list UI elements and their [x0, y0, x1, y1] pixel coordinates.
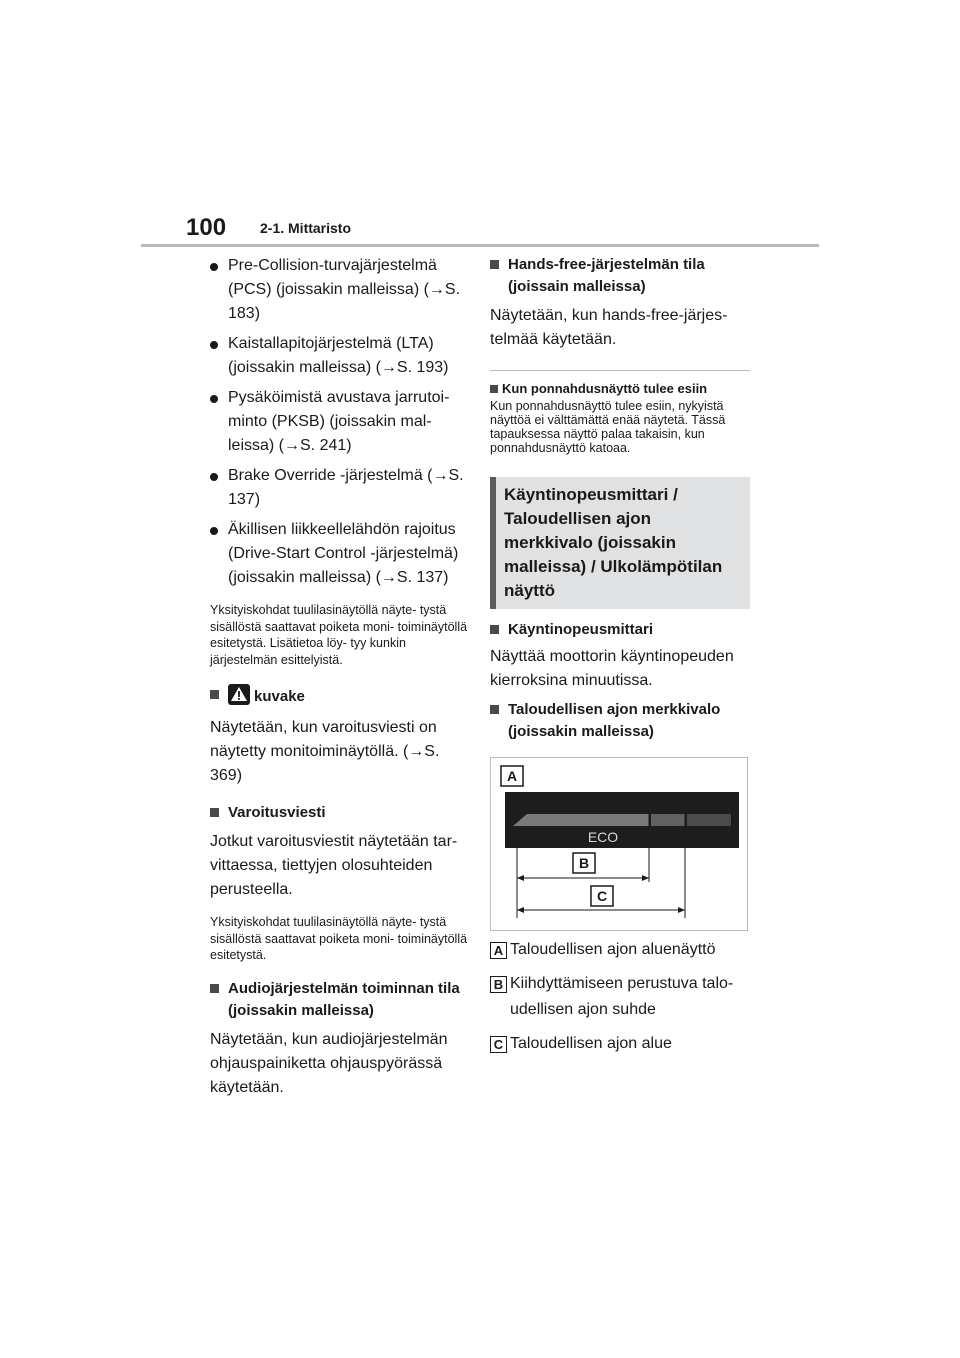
legend-item: B Kiihdyttämiseen perustuva talo- udellisen ajon suhde [490, 971, 750, 1023]
bullet-dot-icon [210, 341, 218, 349]
label-b: B [578, 855, 590, 871]
eco-bar-fill [513, 814, 649, 826]
legend-item: A Taloudellisen ajon aluenäyttö [490, 937, 750, 963]
left-column [210, 254, 470, 1100]
square-bullet-icon [210, 690, 219, 699]
tacho-text: Näyttää moottorin käyntinopeuden kierroksina minuutissa. [490, 648, 734, 689]
section-title: 2-1. Mittaristo [260, 220, 352, 236]
warning-heading: Varoitusviesti [210, 802, 470, 824]
section-title-box: Käyntinopeusmittari / Taloudellisen ajon merkkivalo (joissakin malleissa) / Ulkolämpötilan näyttö [490, 477, 750, 609]
bullet-dot-icon [210, 263, 218, 271]
handsfree-text: Näytetään, kun hands-free-järjes- telmää käytetään. [490, 307, 728, 348]
tacho-heading: Käyntinopeusmittari [490, 619, 750, 641]
note-text: Yksityiskohdat tuulilasinäytöllä näyte- tystä sisällöstä saattavat poiketa moni- toiminäytöllä esitetystä. [210, 915, 468, 962]
legend-item: C Taloudellisen ajon alue [490, 1031, 750, 1057]
bullet-item: Pysäköimistä avustava jarrutoi- minto (PKSB) (joissakin mal- leissa) (→S. 241) [210, 386, 470, 458]
eco-heading: Taloudellisen ajon merkkivalo (joissakin malleissa) [490, 699, 750, 743]
right-column [490, 254, 750, 1057]
icon-text: Näytetään, kun varoitusviesti on näytetty monitoiminäytöllä. (→S. 369) [210, 719, 440, 784]
eco-bar-remaining [687, 814, 731, 826]
label-a: A [506, 768, 518, 784]
bullet-item: Kaistallapitojärjestelmä (LTA) (joissakin malleissa) (→S. 193) [210, 332, 470, 380]
legend-key: C [490, 1036, 507, 1053]
warning-text: Jotkut varoitusviestit näytetään tar- vittaessa, tiettyjen olosuhteiden perusteella. [210, 833, 458, 898]
arrowhead-icon [642, 875, 649, 881]
handsfree-heading: Hands-free-järjestelmän tila (joissain malleissa) [490, 254, 750, 298]
legend-key: A [490, 942, 507, 959]
eco-indicator-figure [490, 757, 748, 931]
square-bullet-icon [210, 808, 219, 817]
bullet-item: Pre-Collision-turvajärjestelmä (PCS) (joissakin malleissa) (→S. 183) [210, 254, 470, 326]
audio-heading: Audiojärjestelmän toiminnan tila (joissakin malleissa) [210, 978, 470, 1022]
legend-key: B [490, 976, 507, 993]
audio-text: Näytetään, kun audiojärjestelmän ohjauspainiketta ohjauspyörässä käytetään. [210, 1030, 448, 1096]
warning-triangle-icon [228, 684, 250, 705]
page-number: 100 [186, 214, 227, 241]
arrowhead-icon [678, 907, 685, 913]
bullet-item: Brake Override -järjestelmä (→S. 137) [210, 464, 470, 512]
square-bullet-icon [210, 984, 219, 993]
popup-text: Kun ponnahdusnäyttö tulee esiin, nykyistä näyttöä ei välttämättä enää näytetä. Tässä tapauksessa näyttö palaa takaisin, kun ponnahdusnäyttö katoaa. [490, 399, 726, 455]
bullet-dot-icon [210, 473, 218, 481]
square-bullet-icon [490, 260, 499, 269]
square-bullet-icon [490, 705, 499, 714]
label-c: C [596, 888, 608, 904]
icon-heading: kuvake [210, 684, 470, 708]
note-text: Yksityiskohdat tuulilasinäytöllä näyte- tystä sisällöstä saattavat poiketa moni- toiminäytöllä esitetystä. Lisätietoa löy- tyy kunkin järjestelmän esittelyistä. [210, 603, 468, 667]
eco-bar-range [651, 814, 685, 826]
bullet-item: Äkillisen liikkeellelähdön rajoitus (Drive-Start Control -järjestelmä) (joissakin malleissa) (→S. 137) [210, 518, 470, 590]
bullet-dot-icon [210, 395, 218, 403]
popup-heading: Kun ponnahdusnäyttö tulee esiin [490, 381, 750, 397]
arrowhead-icon [517, 875, 524, 881]
bullet-dot-icon [210, 527, 218, 535]
eco-text: ECO [587, 829, 619, 845]
divider [490, 370, 750, 371]
arrowhead-icon [517, 907, 524, 913]
header-rule [141, 244, 819, 247]
eco-diagram [491, 758, 747, 930]
square-bullet-icon [490, 625, 499, 634]
square-bullet-icon [490, 385, 498, 393]
